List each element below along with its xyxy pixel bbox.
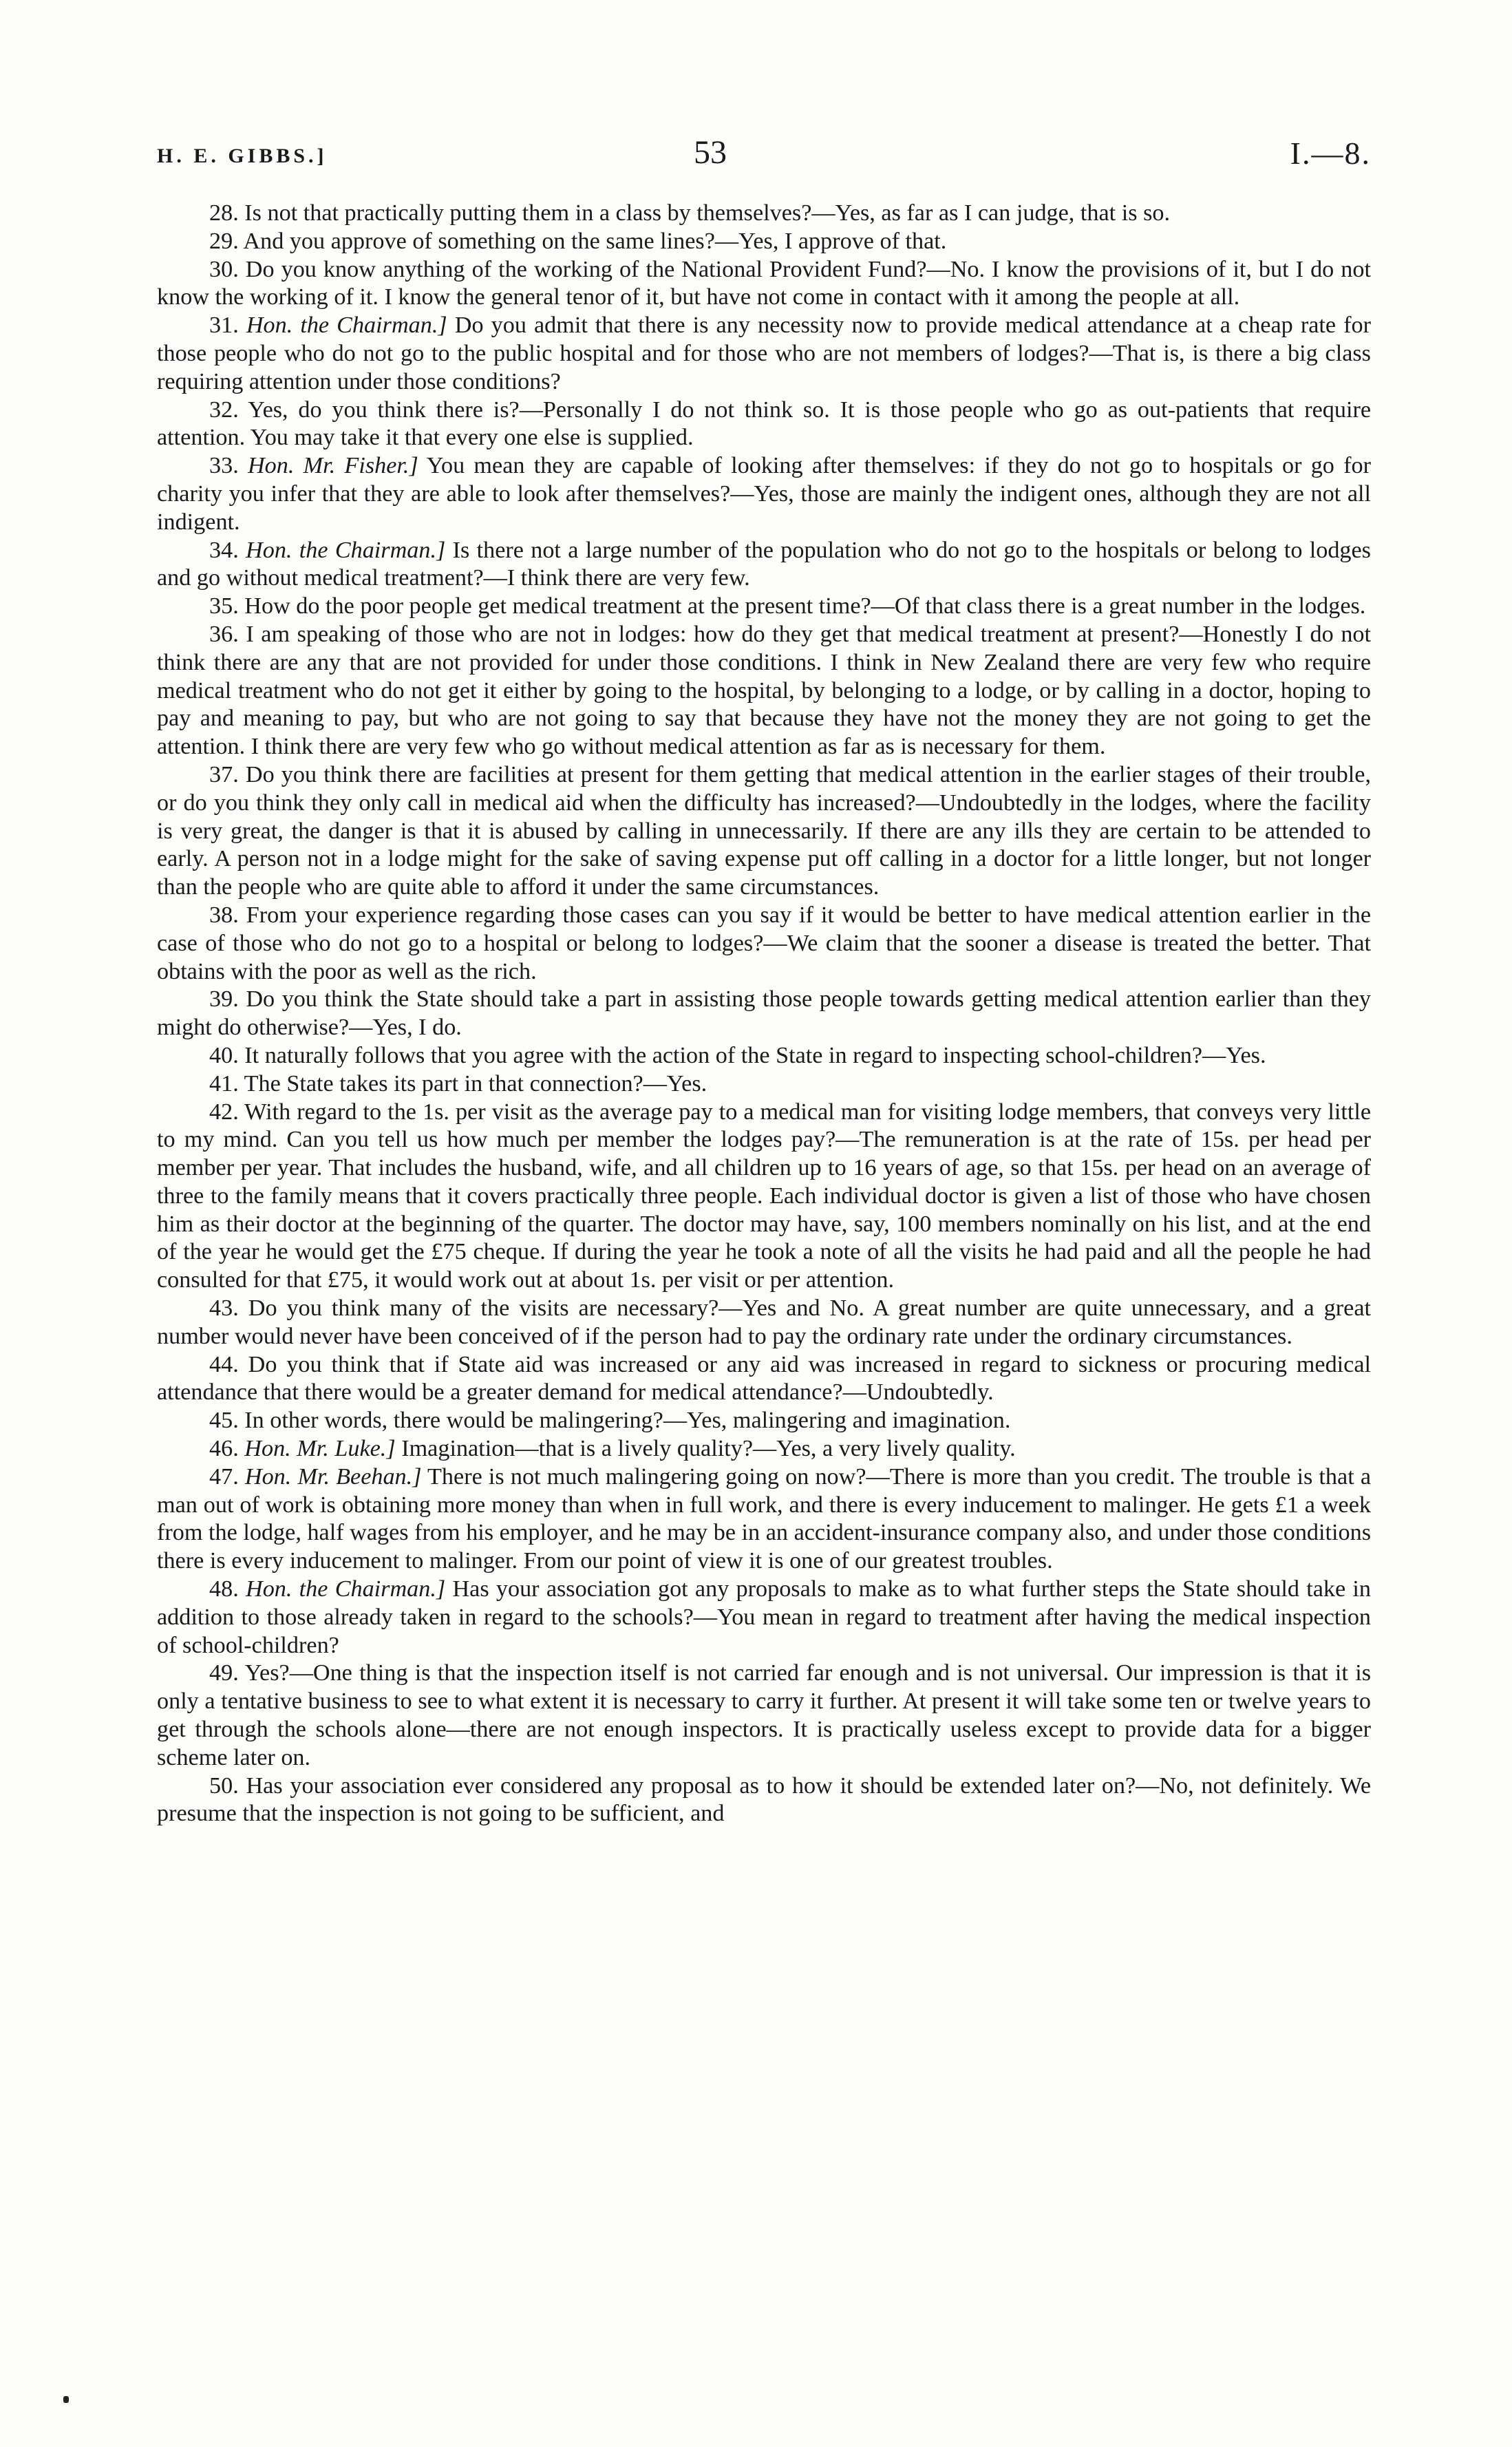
question-number: 36. <box>209 621 239 647</box>
question-text: Do you think that if State aid was increased or any aid was increased in regard to sickness or procuring medical attendance that there would be a greater demand for medical attendance?—Undoubtedly. <box>157 1351 1372 1406</box>
question-number: 49. <box>209 1660 239 1686</box>
question-number: 42. <box>209 1099 239 1125</box>
question-number: 35. <box>209 593 239 619</box>
testimony-body <box>157 200 1371 1828</box>
question-number: 37. <box>209 761 239 787</box>
question-paragraph <box>157 1042 1371 1070</box>
question-text: With regard to the 1s. per visit as the average pay to a medical man for visiting lodge members, that conveys very little to my mind. Can you tell us how much per member the lodges pay?—The remuneration is at the rate of 15s. per head per member per year. That includes the husband, wife, and all children up to 16 years of age, so that 15s. per head on an average of three to the family means that it covers practically three people. Each individual doctor is given a list of those who have chosen him as their doctor at the beginning of the quarter. The doctor may have, say, 100 members nominally on his list, and at the end of the year he would get the £75 cheque. If during the year he took a note of all the visits he had paid and all the people he had consulted for that £75, it would work out at about 1s. per visit or per attention. <box>157 1099 1371 1293</box>
question-number: 43. <box>209 1295 239 1322</box>
print-speck <box>63 2396 69 2403</box>
speaker-name: Hon. Mr. Fisher.] <box>247 453 418 479</box>
question-number: 40. <box>209 1042 239 1068</box>
question-paragraph <box>157 621 1371 761</box>
question-paragraph <box>157 1070 1371 1099</box>
witness-name: H. E. GIBBS.] <box>157 145 328 167</box>
question-text: Do you think the State should take a part in assisting those people towards getting medical attention earlier than they might do otherwise?—Yes, I do. <box>157 986 1372 1041</box>
question-paragraph <box>157 1660 1371 1772</box>
question-paragraph <box>157 312 1371 396</box>
question-paragraph <box>157 1099 1371 1295</box>
question-number: 30. <box>209 256 239 282</box>
question-number: 28. <box>209 200 239 226</box>
question-paragraph <box>157 256 1371 313</box>
page-header <box>157 128 1371 176</box>
question-text: Is not that practically putting them in a class by themselves?—Yes, as far as I can judge, that is so. <box>244 200 1171 226</box>
question-number: 38. <box>209 902 239 928</box>
question-text: From your experience regarding those cases can you say if it would be better to have medical attention earlier in the case of those who do not go to a hospital or belong to lodges?—We claim that the sooner a disease is treated the better. That obtains with the poor as well as the rich. <box>157 902 1371 984</box>
question-paragraph <box>157 593 1371 621</box>
question-number: 44. <box>209 1351 239 1377</box>
question-paragraph <box>157 200 1371 228</box>
question-number: 33. <box>209 453 239 479</box>
question-text: Imagination—that is a lively quality?—Yes, a very lively quality. <box>401 1436 1016 1462</box>
question-paragraph <box>157 1295 1371 1351</box>
question-paragraph <box>157 396 1371 453</box>
question-paragraph <box>157 986 1371 1042</box>
question-text: Is there not a large number of the population who do not go to the hospitals or belong to lodges and go without medical treatment?—I think there are very few. <box>157 537 1371 591</box>
question-number: 41. <box>209 1070 239 1097</box>
question-text: There is not much malingering going on now?—There is more than you credit. The trouble is that a man out of work is obtaining more money than when in full work, and there is every inducement to malinger. He gets £1 a week from the lodge, half wages from his employer, and he may be in an accident-insurance company also, and under those conditions there is every inducement to malinger. From our point of view it is one of our greatest troubles. <box>157 1463 1372 1574</box>
document-reference: I.—8. <box>1290 136 1371 171</box>
question-number: 34. <box>209 537 239 563</box>
question-text: And you approve of something on the same lines?—Yes, I approve of that. <box>243 228 947 254</box>
question-text: It naturally follows that you agree with the action of the State in regard to inspecting school-children?—Yes. <box>244 1042 1266 1068</box>
question-paragraph <box>157 228 1371 256</box>
question-text: Yes, do you think there is?—Personally I do not think so. It is those people who go as out-patients that require attention. You may take it that every one else is supplied. <box>157 396 1371 451</box>
question-number: 48. <box>209 1576 239 1602</box>
question-text: Do you know anything of the working of the National Provident Fund?—No. I know the provisions of it, but I do not know the working of it. I know the general tenor of it, but have not come in contact with it among the people at all. <box>157 256 1371 310</box>
question-text: In other words, there would be malingering?—Yes, malingering and imagination. <box>244 1408 1011 1434</box>
speaker-name: Hon. the Chairman.] <box>246 1576 446 1602</box>
question-text: Has your association ever considered any proposal as to how it should be extended later on?—No, not definitely. We presume that the inspection is not going to be sufficient, and <box>157 1772 1372 1827</box>
question-text: Has your association got any proposals to make as to what further steps the State should take in addition to those already taken in regard to the schools?—You mean in regard to treatment after having the medical inspection of school-children? <box>157 1576 1372 1658</box>
question-text: Do you think many of the visits are necessary?—Yes and No. A great number are quite unnecessary, and a great number would never have been conceived of if the person had to pay the ordinary rate under the ordinary circumstances. <box>157 1295 1371 1349</box>
question-text: Do you admit that there is any necessity now to provide medical attendance at a cheap rate for those people who do not go to the public hospital and for those who are not members of lodges?—That is, is there a big class requiring attention under those conditions? <box>157 313 1371 394</box>
question-number: 32. <box>209 396 239 423</box>
question-number: 29. <box>209 228 239 254</box>
question-number: 45. <box>209 1408 239 1434</box>
question-number: 31. <box>209 313 239 339</box>
speaker-name: Hon. Mr. Beehan.] <box>244 1463 422 1490</box>
question-paragraph <box>157 1435 1371 1463</box>
speaker-name: Hon. the Chairman.] <box>246 313 447 339</box>
question-paragraph <box>157 537 1371 593</box>
question-number: 50. <box>209 1772 239 1799</box>
question-number: 47. <box>209 1463 239 1490</box>
question-paragraph <box>157 1576 1371 1660</box>
question-text: I am speaking of those who are not in lodges: how do they get that medical treatment at present?—Honestly I do not think there are any that are not provided for under those conditions. I think in New Zealand there are very few who require medical treatment who do not get it either by going to the hospital, by belonging to a lodge, or by calling in a doctor, hoping to pay and meaning to pay, but who are not going to say that because they have not the money they are not going to get the attention. I think there are very few who go without medical attention as far as is necessary for them. <box>157 621 1372 760</box>
question-text: Yes?—One thing is that the inspection itself is not carried far enough and is not universal. Our impression is that it is only a tentative business to see to what extent it is necessary to carry it further. At present it will take some ten or twelve years to get through the schools alone—there are not enough inspectors. It is practically useless except to provide data for a bigger scheme later on. <box>157 1660 1371 1770</box>
question-paragraph <box>157 1407 1371 1435</box>
page-number: 53 <box>694 134 727 171</box>
question-text: The State takes its part in that connection?—Yes. <box>244 1070 707 1097</box>
question-paragraph <box>157 902 1371 986</box>
question-paragraph <box>157 1772 1371 1829</box>
speaker-name: Hon. the Chairman.] <box>246 537 446 563</box>
question-paragraph <box>157 1351 1371 1408</box>
question-text: How do the poor people get medical treatment at the present time?—Of that class there is a great number in the lodges. <box>244 593 1366 619</box>
question-paragraph <box>157 761 1371 902</box>
speaker-name: Hon. Mr. Luke.] <box>244 1436 396 1462</box>
question-text: You mean they are capable of looking after themselves: if they do not go to hospitals or go for charity you infer that they are able to look after themselves?—Yes, those are mainly the indigent ones, although they are not all indigent. <box>157 453 1372 535</box>
question-paragraph <box>157 1463 1371 1576</box>
question-paragraph <box>157 452 1371 536</box>
question-number: 39. <box>209 986 239 1013</box>
question-number: 46. <box>209 1436 239 1462</box>
question-text: Do you think there are facilities at present for them getting that medical attention in the earlier stages of their trouble, or do you think they only call in medical aid when the difficulty has increased?—Undoubtedly in the lodges, where the facility is very great, the danger is that it is abused by calling in unnecessarily. If there are any ills they are certain to be attended to early. A person not in a lodge might for the sake of saving expense put off calling in a doctor for a little longer, but not longer than the people who are quite able to afford it under the same circumstances. <box>157 761 1371 900</box>
